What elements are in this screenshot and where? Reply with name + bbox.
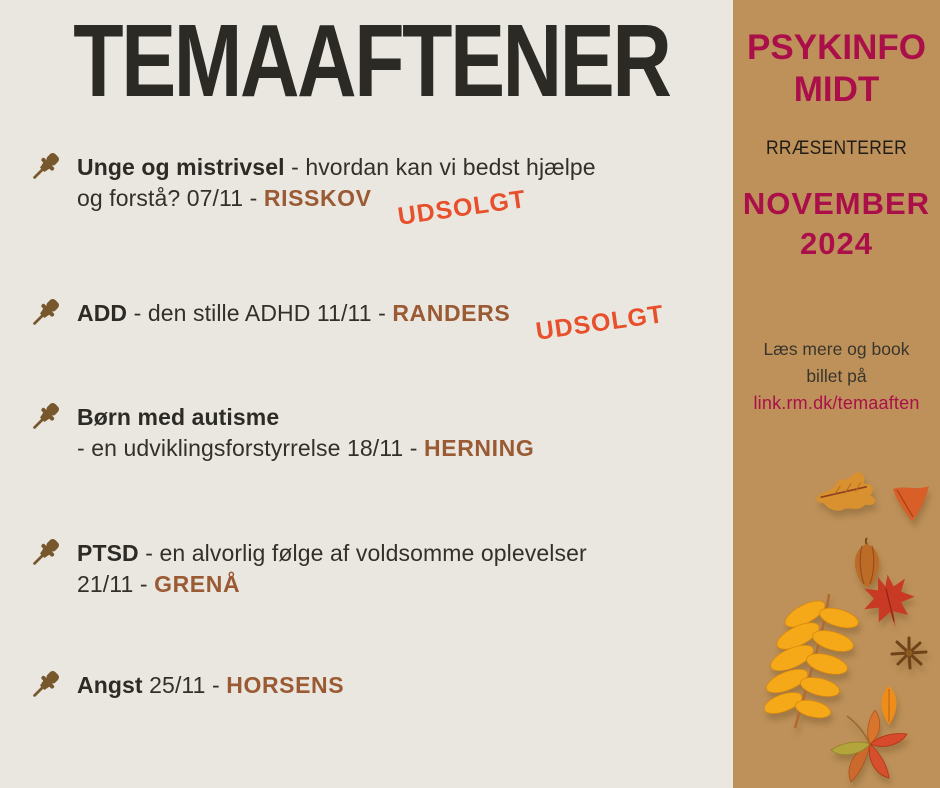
soldout-badge: UDSOLGT <box>395 185 528 231</box>
brand-line1: PSYKINFO <box>747 28 926 67</box>
event-line <box>77 298 667 346</box>
event-description: - den stille ADHD 11/11 - <box>127 300 393 326</box>
event-description: 21/11 - <box>77 571 155 597</box>
event-line <box>77 538 587 569</box>
event-description: - en udviklingsforstyrrelse 18/11 - <box>77 435 425 461</box>
event-title: Angst <box>77 672 143 698</box>
event-title: PTSD <box>77 540 139 566</box>
pushpin-icon <box>28 295 63 330</box>
month-line2: 2024 <box>800 226 873 261</box>
event-line <box>77 152 596 183</box>
event-location: RANDERS <box>392 300 511 326</box>
event-title: Unge og mistrivsel <box>77 154 285 180</box>
event-location: RISSKOV <box>263 185 372 211</box>
page-title: TEMAAFTENER <box>73 3 670 118</box>
event-item-unge-og-mistrivsel <box>28 152 596 231</box>
event-location: HERNING <box>424 435 535 461</box>
event-line <box>77 433 534 464</box>
event-line <box>77 183 596 231</box>
event-line <box>77 670 344 701</box>
pushpin-icon <box>28 667 63 702</box>
event-item-ptsd <box>28 538 587 600</box>
event-item-add <box>28 298 667 346</box>
booking-text-line1: Læs mere og book <box>763 339 910 359</box>
event-description: 25/11 - <box>142 672 227 698</box>
event-location: HORSENS <box>226 672 345 698</box>
pushpin-icon <box>28 399 63 434</box>
month-line1: NOVEMBER <box>742 186 931 221</box>
creeper-leaf-image <box>825 708 915 788</box>
booking-text-line2: billet på <box>806 366 867 386</box>
sidebar <box>733 0 940 788</box>
booking-info <box>733 336 940 417</box>
month-label <box>733 184 940 264</box>
presents-label: RRÆSENTERER <box>766 138 907 159</box>
event-description: og forstå? 07/11 - <box>77 185 264 211</box>
pushpin-icon <box>28 149 63 184</box>
event-location: GRENÅ <box>154 571 241 597</box>
star-anise-image <box>890 636 928 670</box>
event-description: - en alvorlig følge af voldsomme oplevelser <box>138 540 587 566</box>
event-line <box>77 402 534 433</box>
soldout-badge: UDSOLGT <box>534 300 667 346</box>
event-title: Børn med autisme <box>77 404 280 430</box>
event-title: ADD <box>77 300 128 326</box>
booking-link: link.rm.dk/temaaften <box>753 393 920 413</box>
pushpin-icon <box>28 535 63 570</box>
event-line <box>77 569 587 600</box>
brand-line2: MIDT <box>793 70 880 109</box>
event-item-angst <box>28 670 344 702</box>
brand-title <box>733 27 940 111</box>
event-item-boern-med-autisme <box>28 402 534 464</box>
red-leaf-image <box>891 483 931 523</box>
event-description: - hvordan kan vi bedst hjælpe <box>284 154 596 180</box>
maple-leaf-image <box>860 572 918 630</box>
oak-leaf-image <box>815 468 891 520</box>
